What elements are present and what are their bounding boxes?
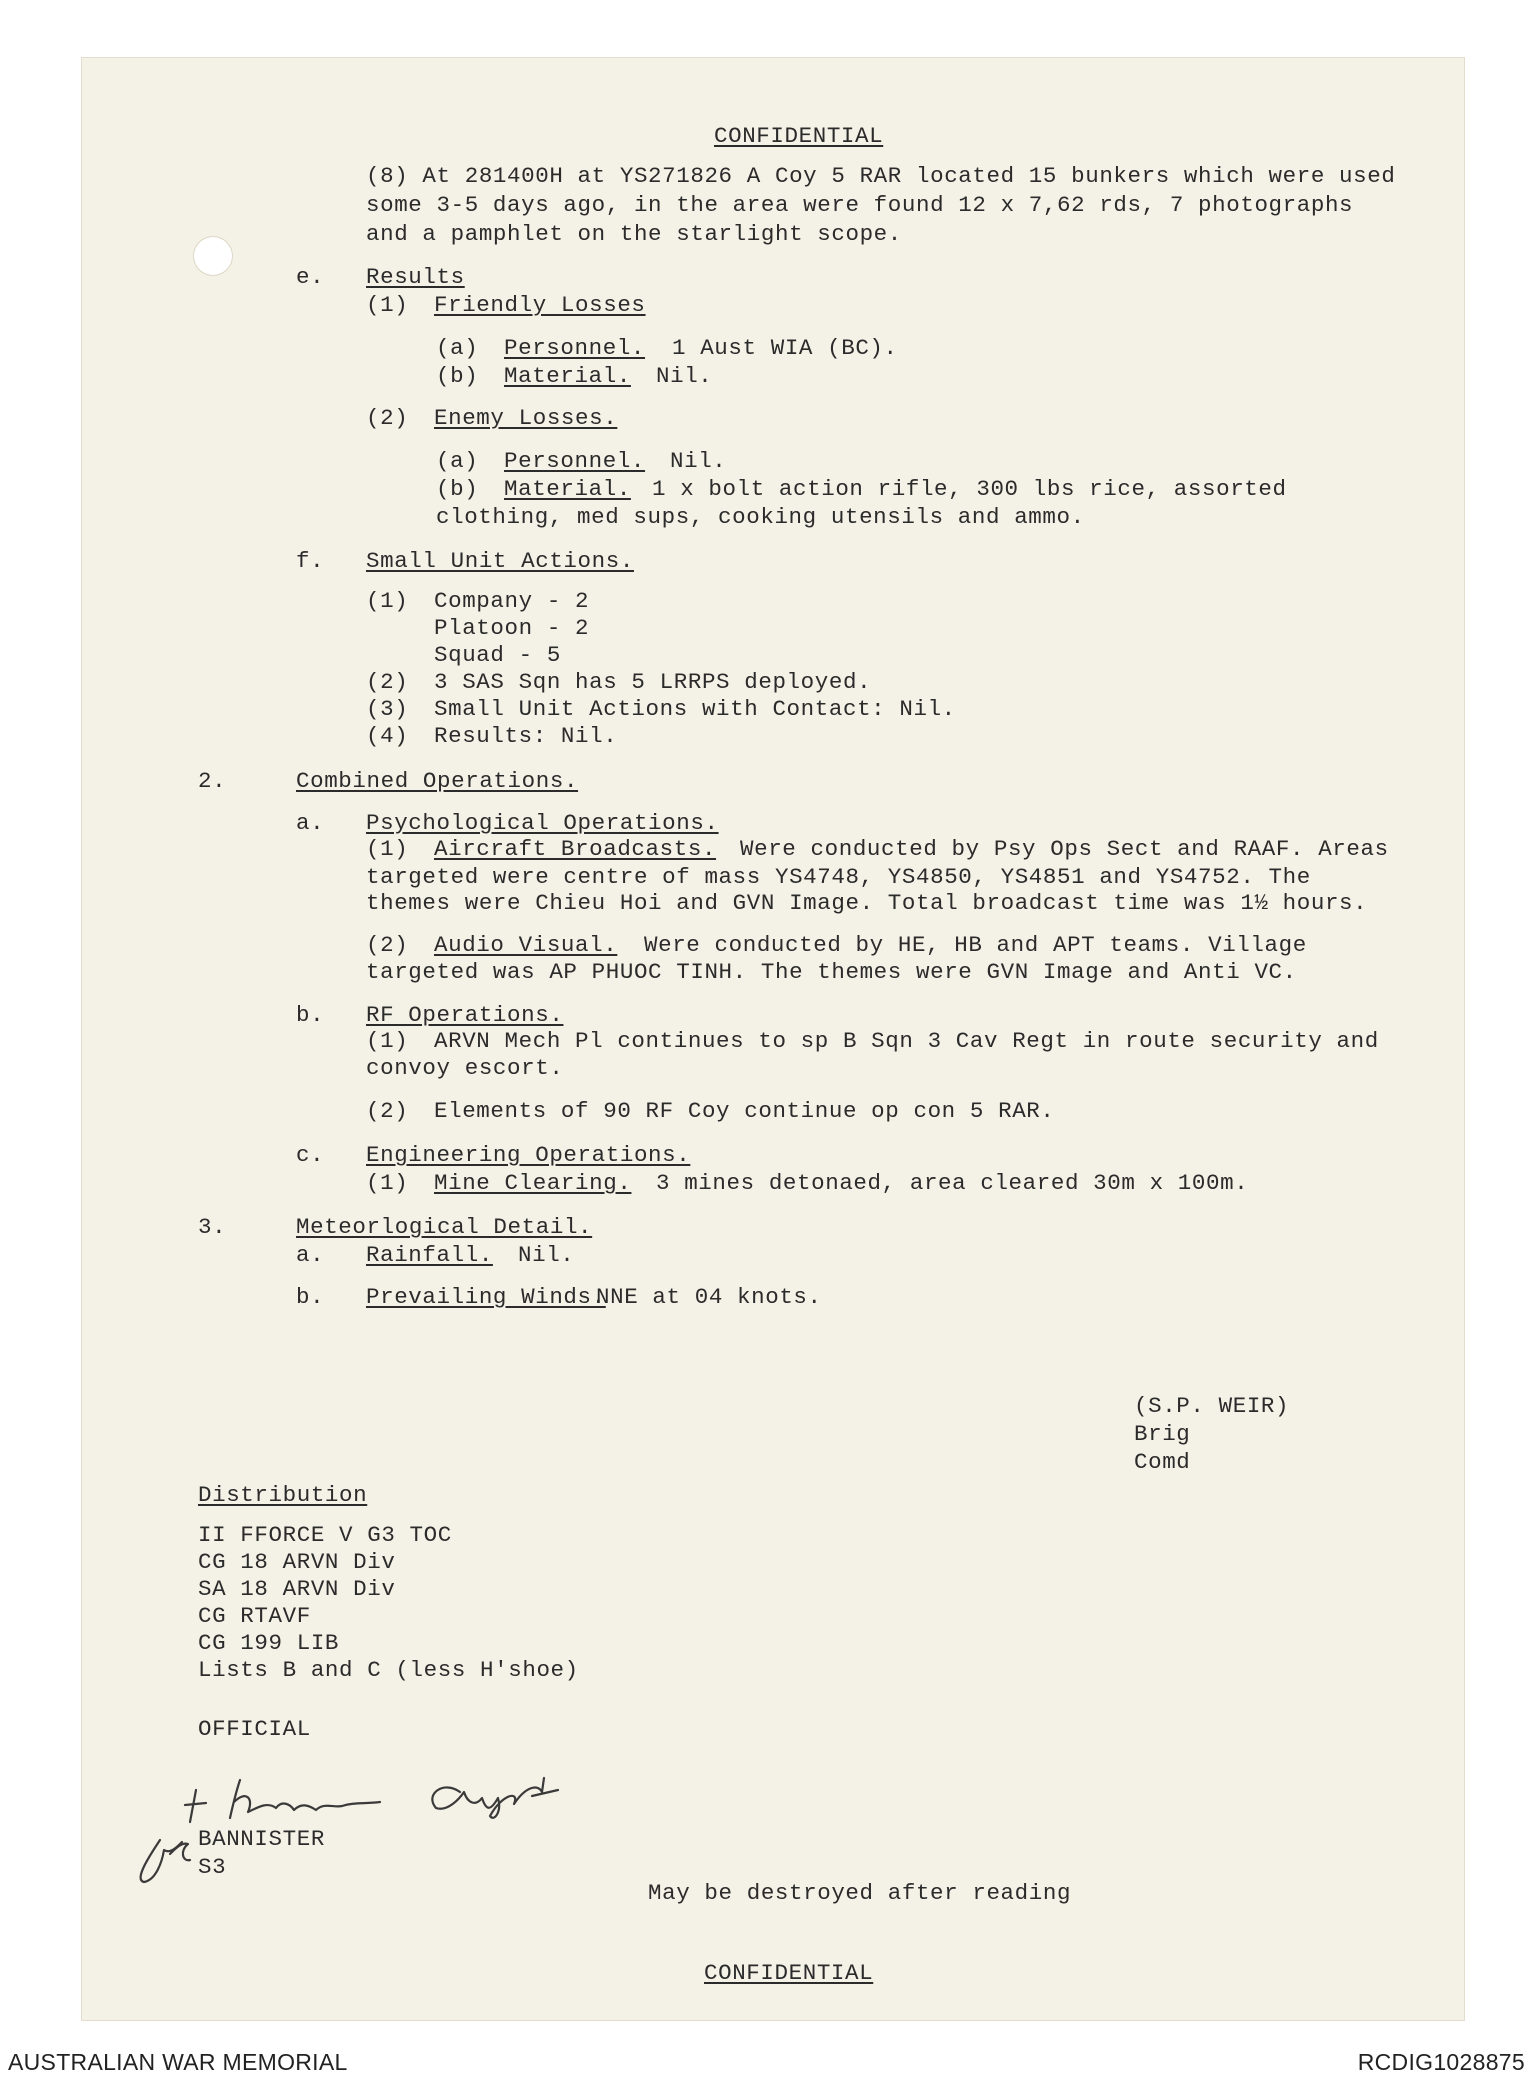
- friendly-b-number: (b): [436, 363, 479, 389]
- rainfall-label: Rainfall.: [366, 1242, 493, 1268]
- aircraft-broadcasts-text: Were conducted by Psy Ops Sect and RAAF. Areas: [740, 836, 1389, 862]
- platoon-count: Platoon - 2: [434, 615, 590, 641]
- audio-visual-label: Audio Visual.: [434, 932, 618, 958]
- small-unit-number: f.: [296, 548, 325, 574]
- results-number: e.: [296, 264, 325, 290]
- results-heading: Results: [366, 264, 465, 290]
- friendly-material-value: Nil.: [656, 363, 713, 389]
- eng-1-number: (1): [366, 1170, 409, 1196]
- signatory-rank: Brig: [1134, 1421, 1191, 1447]
- friendly-personnel-value: 1 Aust WIA (BC).: [672, 335, 898, 361]
- para-8-line-1: (8) At 281400H at YS271826 A Coy 5 RAR located 15 bunkers which were used: [366, 163, 1396, 189]
- distribution-line: II FFORCE V G3 TOC: [198, 1522, 452, 1548]
- distribution-line: CG 199 LIB: [198, 1630, 340, 1656]
- friendly-a-number: (a): [436, 335, 479, 361]
- official-label: OFFICIAL: [198, 1716, 311, 1742]
- distribution-line: SA 18 ARVN Div: [198, 1576, 396, 1602]
- rf-2-number: (2): [366, 1098, 409, 1124]
- small-unit-heading: Small Unit Actions.: [366, 548, 634, 574]
- rf-ops-heading: RF Operations.: [366, 1002, 564, 1028]
- enemy-losses-number: (2): [366, 405, 409, 431]
- enemy-a-number: (a): [436, 448, 479, 474]
- small-unit-results: Results: Nil.: [434, 723, 618, 749]
- audio-visual-line-2: targeted was AP PHUOC TINH. The themes were GVN Image and Anti VC.: [366, 959, 1297, 985]
- rf-1-line-2: convoy escort.: [366, 1055, 564, 1081]
- enemy-b-number: (b): [436, 476, 479, 502]
- distribution-line: CG 18 ARVN Div: [198, 1549, 396, 1575]
- psyops-1-number: (1): [366, 836, 409, 862]
- distribution-heading: Distribution: [198, 1482, 368, 1508]
- eng-ops-number: c.: [296, 1142, 325, 1168]
- met-number: 3.: [198, 1214, 227, 1240]
- combined-ops-number: 2.: [198, 768, 227, 794]
- small-unit-3-number: (3): [366, 696, 409, 722]
- winds-value: NNE at 04 knots.: [596, 1284, 822, 1310]
- met-heading: Meteorlogical Detail.: [296, 1214, 593, 1240]
- contact-actions: Small Unit Actions with Contact: Nil.: [434, 696, 956, 722]
- classification-header: CONFIDENTIAL: [714, 123, 884, 149]
- small-unit-2-number: (2): [366, 669, 409, 695]
- friendly-material-label: Material.: [504, 363, 631, 389]
- sas-deployment: 3 SAS Sqn has 5 LRRPS deployed.: [434, 669, 872, 695]
- enemy-material-value-cont: clothing, med sups, cooking utensils and ammo.: [436, 504, 1085, 530]
- distribution-line: Lists B and C (less H'shoe): [198, 1657, 579, 1683]
- punch-hole: [193, 236, 233, 276]
- mine-clearing-text: 3 mines detonaed, area cleared 30m x 100m.: [656, 1170, 1249, 1196]
- company-count: Company - 2: [434, 588, 590, 614]
- friendly-losses-number: (1): [366, 292, 409, 318]
- psyops-2-number: (2): [366, 932, 409, 958]
- friendly-personnel-label: Personnel.: [504, 335, 646, 361]
- friendly-losses-heading: Friendly Losses: [434, 292, 646, 318]
- aircraft-broadcasts-line-3: themes were Chieu Hoi and GVN Image. Total broadcast time was 1½ hours.: [366, 890, 1368, 916]
- aircraft-broadcasts-label: Aircraft Broadcasts.: [434, 836, 717, 862]
- small-unit-1-number: (1): [366, 588, 409, 614]
- rainfall-number: a.: [296, 1242, 325, 1268]
- enemy-personnel-label: Personnel.: [504, 448, 646, 474]
- signatory-appointment: Comd: [1134, 1449, 1191, 1475]
- enemy-personnel-value: Nil.: [670, 448, 727, 474]
- combined-ops-heading: Combined Operations.: [296, 768, 579, 794]
- rf-2-text: Elements of 90 RF Coy continue op con 5 RAR.: [434, 1098, 1055, 1124]
- psyops-number: a.: [296, 810, 325, 836]
- official-signatory: BANNISTER: [198, 1826, 325, 1852]
- signatory-name: (S.P. WEIR): [1134, 1393, 1290, 1419]
- destroy-note: May be destroyed after reading: [648, 1880, 1072, 1906]
- squad-count: Squad - 5: [434, 642, 561, 668]
- rf-1-number: (1): [366, 1028, 409, 1054]
- audio-visual-text: Were conducted by HE, HB and APT teams. Village: [644, 932, 1307, 958]
- small-unit-4-number: (4): [366, 723, 409, 749]
- classification-footer: CONFIDENTIAL: [704, 1960, 874, 1986]
- para-8-line-3: and a pamphlet on the starlight scope.: [366, 221, 902, 247]
- rf-1-text: ARVN Mech Pl continues to sp B Sqn 3 Cav Regt in route security and: [434, 1028, 1379, 1054]
- rf-ops-number: b.: [296, 1002, 325, 1028]
- psyops-heading: Psychological Operations.: [366, 810, 719, 836]
- distribution-line: CG RTAVF: [198, 1603, 311, 1629]
- enemy-losses-heading: Enemy Losses.: [434, 405, 618, 431]
- aircraft-broadcasts-line-2: targeted were centre of mass YS4748, YS4850, YS4851 and YS4752. The: [366, 864, 1311, 890]
- rainfall-value: Nil.: [518, 1242, 575, 1268]
- archive-id: RCDIG1028875: [1357, 2049, 1525, 2075]
- archive-label: AUSTRALIAN WAR MEMORIAL: [8, 2049, 348, 2075]
- enemy-material-label: Material.: [504, 476, 631, 502]
- eng-ops-heading: Engineering Operations.: [366, 1142, 691, 1168]
- enemy-material-value: 1 x bolt action rifle, 300 lbs rice, assorted: [652, 476, 1287, 502]
- winds-number: b.: [296, 1284, 325, 1310]
- winds-label: Prevailing Winds.: [366, 1284, 606, 1310]
- official-appointment: S3: [198, 1854, 227, 1880]
- mine-clearing-label: Mine Clearing.: [434, 1170, 632, 1196]
- para-8-line-2: some 3-5 days ago, in the area were found 12 x 7,62 rds, 7 photographs: [366, 192, 1354, 218]
